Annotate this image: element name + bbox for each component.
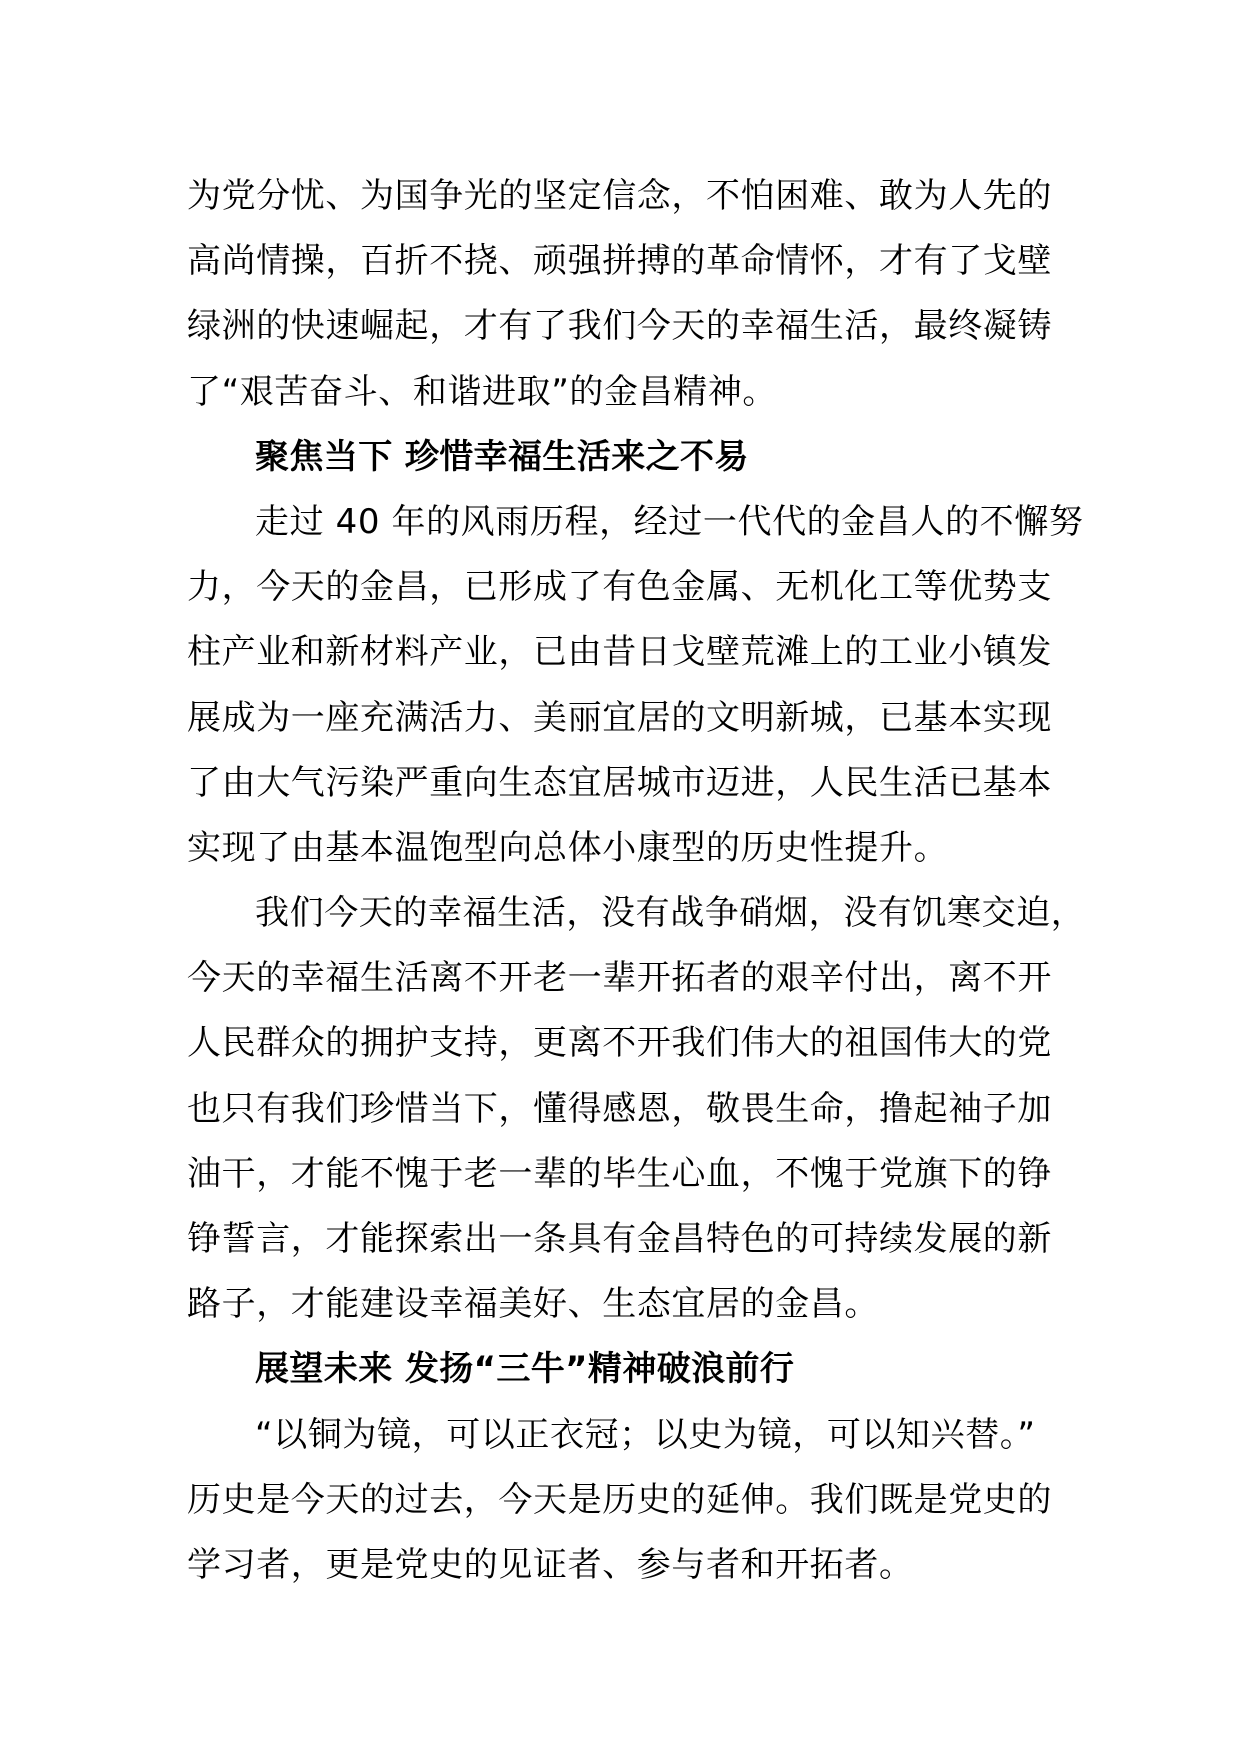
body-line: 铮誓言，才能探索出一条具有金昌特色的可持续发展的新 — [187, 1219, 1052, 1259]
body-line: 我们今天的幸福生活，没有战争硝烟，没有饥寒交迫， — [255, 893, 1086, 934]
body-line: 力，今天的金昌，已形成了有色金属、无机化工等优势支 — [187, 567, 1052, 608]
document-body — [187, 164, 1086, 1598]
body-line: 了“艰苦奋斗、和谐进取”的金昌精神。 — [187, 371, 778, 412]
body-line: 历史是今天的过去，今天是历史的延伸。我们既是党史的 — [187, 1479, 1052, 1520]
section-heading-look-future: 展望未来 发扬“三牛”精神破浪前行 — [255, 1349, 795, 1390]
body-line: 也只有我们珍惜当下，懂得感恩，敬畏生命，撸起袖子加 — [187, 1088, 1052, 1129]
body-line: 走过 40 年的风雨历程，经过一代代的金昌人的不懈努 — [255, 501, 1084, 542]
body-line: “以铜为镜，可以正衣冠；以史为镜，可以知兴替。” — [255, 1414, 1036, 1455]
body-line: 高尚情操，百折不挠、顽强拼搏的革命情怀，才有了戈壁 — [187, 241, 1052, 282]
body-line: 为党分忧、为国争光的坚定信念，不怕困难、敢为人先的 — [187, 176, 1052, 216]
body-line: 展成为一座充满活力、美丽宜居的文明新城，已基本实现 — [187, 697, 1052, 738]
section-heading-focus-present: 聚焦当下 珍惜幸福生活来之不易 — [255, 436, 749, 477]
body-line: 实现了由基本温饱型向总体小康型的历史性提升。 — [187, 827, 949, 868]
body-line: 绿洲的快速崛起，才有了我们今天的幸福生活，最终凝铸 — [187, 306, 1052, 347]
body-line: 柱产业和新材料产业，已由昔日戈壁荒滩上的工业小镇发 — [187, 632, 1052, 673]
body-line: 学习者，更是党史的见证者、参与者和开拓者。 — [187, 1544, 914, 1585]
body-line: 了由大气污染严重向生态宜居城市迈进，人民生活已基本 — [187, 762, 1052, 803]
body-line: 油干，才能不愧于老一辈的毕生心血，不愧于党旗下的铮 — [187, 1153, 1052, 1194]
body-line: 今天的幸福生活离不开老一辈开拓者的艰辛付出，离不开 — [187, 958, 1052, 999]
body-line: 人民群众的拥护支持，更离不开我们伟大的祖国伟大的党 — [187, 1023, 1052, 1064]
body-line: 路子，才能建设幸福美好、生态宜居的金昌。 — [187, 1284, 879, 1325]
